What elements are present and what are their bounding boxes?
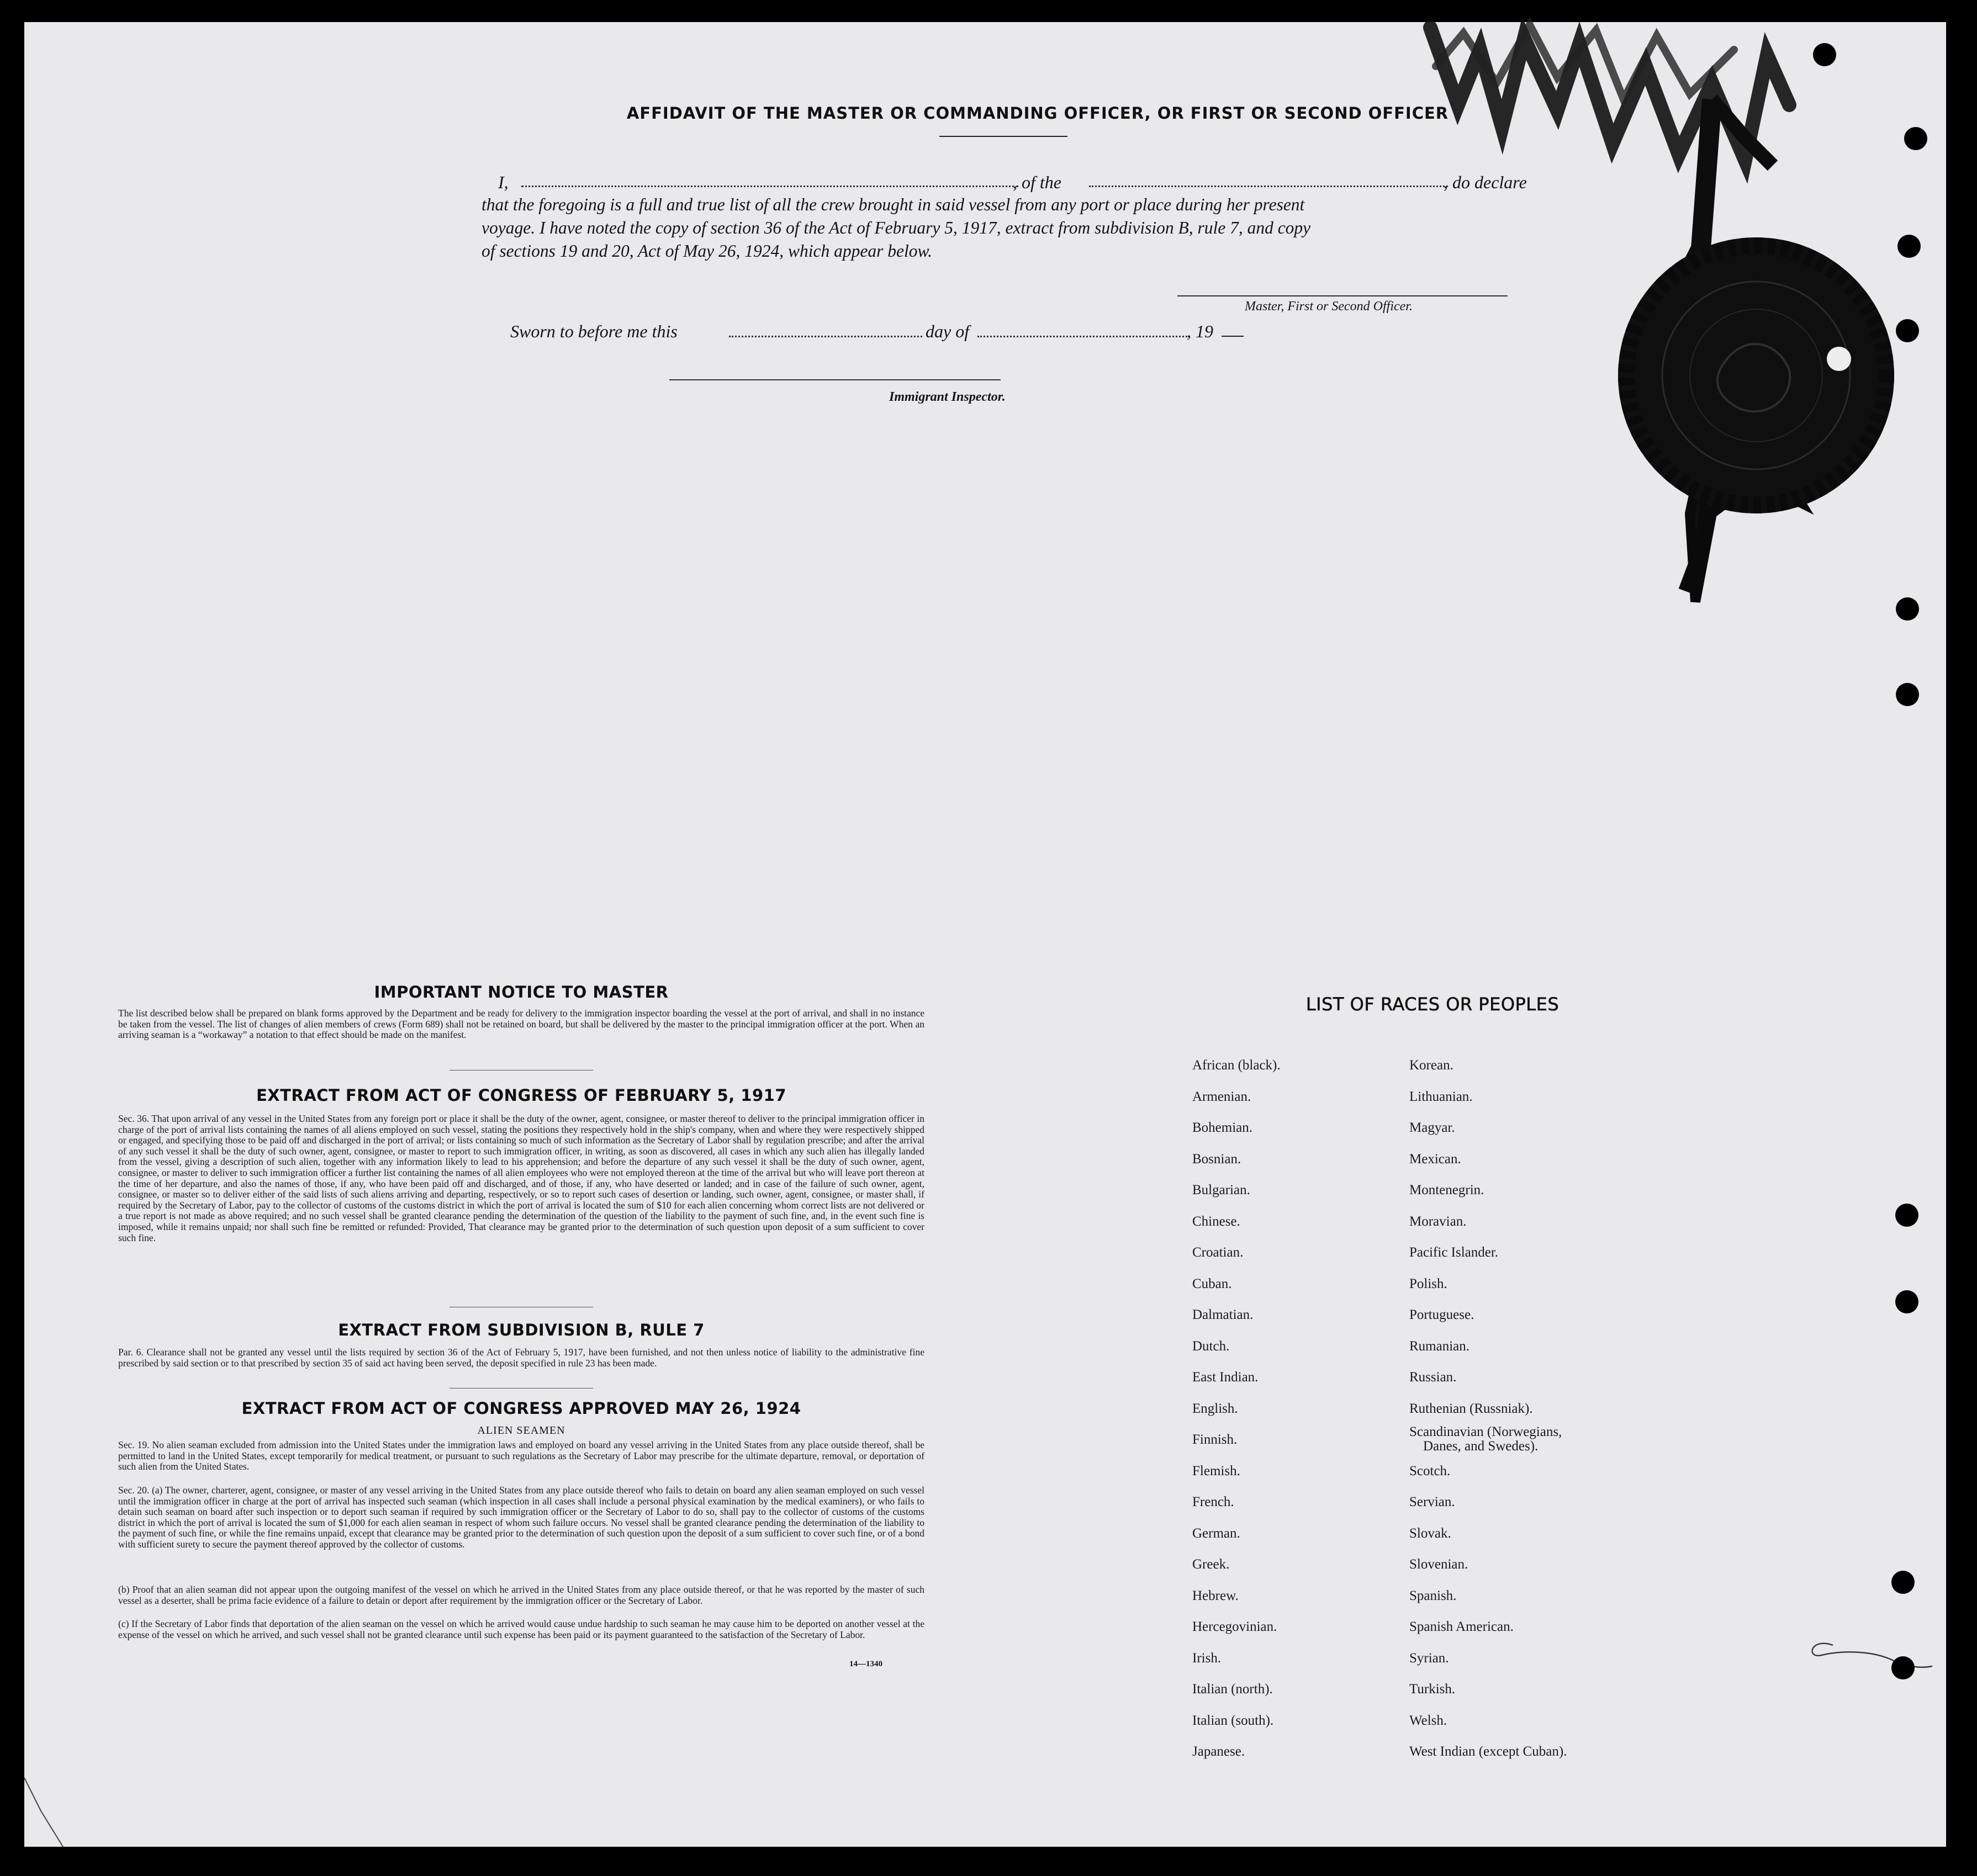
race-item: Bosnian.	[1192, 1151, 1241, 1167]
race-item: Scotch.	[1409, 1463, 1451, 1478]
year-label: , 19	[1187, 321, 1213, 341]
race-item: Italian (north).	[1192, 1682, 1273, 1697]
race-item: Bulgarian.	[1192, 1183, 1250, 1197]
divider-1	[450, 1070, 593, 1071]
inspector-signature-line[interactable]	[669, 379, 1001, 380]
race-item: Montenegrin.	[1409, 1183, 1484, 1197]
race-item: Scandinavian (Norwegians, Danes, and Swedes).	[1409, 1424, 1562, 1454]
subdivision-text: Par. 6. Clearance shall not be granted any vessel until the lists required by section 36 of the Act of February 5, 1917, have been furnished, and not then unless notice of liability to the administrative fine prescribed by said section or to that prescribed by section 35 of said act having been served, the deposit specified in rule 23 has been made.	[118, 1347, 924, 1369]
sec20b-text: (b) Proof that an alien seaman did not appear upon the outgoing manifest of the vessel on which he arrived in the United States from any place outside thereof, or that he was reported by the master of such vessel as a deserter, shall be prima facie evidence of a failure to detain or deport after requirement by the immigration officer or the Secretary of Labor.	[118, 1584, 924, 1606]
race-item: Lithuanian.	[1409, 1089, 1473, 1104]
race-item: Slovak.	[1409, 1525, 1451, 1541]
punch-hole	[1896, 683, 1919, 706]
sec20a-text: Sec. 20. (a) The owner, charterer, agent, consignee, or master of any vessel arriving in the United States from any place outside thereof who fails to detain on board any alien seaman employed on such vessel until the immigration officer in charge at the port of arrival has inspected such seaman (which inspection in all cases shall include a personal physical examination by the medical examiners), or who fails to detain such seaman on board after such inspection or to deport such seaman if required by such immigration officer or the Secretary of Labor to do so, shall pay to the collector of customs of the customs district in which the port of arrival is located the sum of $1,000 for each alien seaman in respect of whom such failure occurs. No vessel shall be granted clearance pending the determination of the liability to the payment of such fine, or while the fine remains unpaid, except that clearance may be granted prior to the determination of such question upon the deposit of a sum sufficient to cover such fine, or of a bond with sufficient surety to secure the payment thereof approved by the collector of customs.	[118, 1485, 924, 1550]
race-item: French.	[1192, 1495, 1234, 1509]
punch-hole	[1897, 235, 1921, 258]
affidavit-title: AFFIDAVIT OF THE MASTER OR COMMANDING OFFICER, OR FIRST OR SECOND OFFICER	[626, 104, 1449, 123]
master-signature-label: Master, First or Second Officer.	[1245, 299, 1413, 314]
race-item: Magyar.	[1409, 1120, 1455, 1135]
title-underline	[939, 136, 1067, 137]
alien-seamen-subtitle: ALIEN SEAMEN	[477, 1424, 565, 1437]
races-title: LIST OF RACES OR PEOPLES	[1305, 994, 1560, 1015]
punch-hole	[1904, 127, 1927, 150]
sec19-text: Sec. 19. No alien seaman excluded from admission into the United States under the immigration laws and employed on board any vessel arriving in the United States from any place outside thereof, shall be permitted to land in the United States, except temporarily for medical treatment, or pursuant to such regulations as the Secretary of Labor may prescribe for the ultimate departure, removal, or deportation of such alien from the United States.	[118, 1440, 924, 1472]
day-of-label: day of	[926, 321, 970, 341]
race-item: Hercegovinian.	[1192, 1619, 1277, 1634]
race-item: Hebrew.	[1192, 1588, 1239, 1603]
affidavit-line2: that the foregoing is a full and true list of all the crew brought in said vessel from any port or place during her present	[482, 195, 1305, 214]
race-item: English.	[1192, 1401, 1238, 1416]
race-item: Dalmatian.	[1192, 1307, 1254, 1322]
punch-hole	[1895, 1290, 1918, 1313]
race-item: Moravian.	[1409, 1213, 1467, 1229]
race-item: Portuguese.	[1409, 1307, 1474, 1322]
extract-1917-text: Sec. 36. That upon arrival of any vessel in the United States from any foreign port or place it shall be the duty of the owner, agent, consignee, or master thereof to deliver to the principal immigration officer in charge of the port of arrival lists containing the names of all aliens employed on such vessel, stating the positions they respectively hold in the ship's company, when and where they were respectively shipped or engaged, and specifying those to be paid off and discharged in the port of arrival; or lists containing so much of such information as the Secretary of Labor shall by regulation prescribe; and after the arrival of any such vessel it shall be the duty of such owner, agent, consignee, or master to report to such immigration officer, in writing, as soon as discovered, all cases in which any such alien has illegally landed from the vessel, giving a description of such alien, together with any information likely to lead to his apprehension; and before the departure of any such vessel it shall be the duty of such owner, agent, consignee, or master to deliver to such immigration officer a further list containing the names of all alien employees who were not employed thereon at the time of the arrival but who will leave port thereon at the time of her departure, and also the names of those, if any, who have been paid off and discharged, and of those, if any, who have deserted or landed; and in case of the failure of such owner, agent, consignee, or master so to deliver either of the said lists of such aliens arriving and departing, respectively, or so to report such cases of desertion or landing, such owner, agent, consignee, or master shall, if required by the Secretary of Labor, pay to the collector of customs of the customs district in which the port of arrival is located the sum of $10 for each alien concerning whom correct lists are not delivered or a true report is not made as above required; and no such vessel shall be granted clearance pending the determination of the question of the liability to the payment of such fine, and, in the event such fine is imposed, while it remains unpaid; nor shall such fine be remitted or refunded: Provided, That clearance may be granted prior to the determination of such question upon deposit of a sum sufficient to cover such fine.	[118, 1114, 924, 1243]
race-item: Cuban.	[1192, 1276, 1232, 1291]
affidavit-do-declare: , do declare	[1444, 172, 1527, 192]
punch-hole	[1891, 1571, 1915, 1594]
race-item: Syrian.	[1409, 1650, 1449, 1666]
affidavit-i: I,	[498, 172, 509, 192]
punch-hole	[1896, 319, 1919, 342]
divider-3	[450, 1388, 593, 1389]
extract-1924-title: EXTRACT FROM ACT OF CONGRESS APPROVED MAY 26, 1924	[241, 1399, 801, 1418]
subdivision-title: EXTRACT FROM SUBDIVISION B, RULE 7	[338, 1321, 705, 1339]
race-item: Polish.	[1409, 1276, 1447, 1291]
race-item: Japanese.	[1192, 1744, 1245, 1759]
race-item: Greek.	[1192, 1557, 1230, 1572]
race-item: Spanish American.	[1409, 1619, 1514, 1634]
race-item: African (black).	[1192, 1058, 1281, 1073]
pencil-scribble	[1800, 1634, 1943, 1678]
race-item: German.	[1192, 1525, 1240, 1541]
race-item: Ruthenian (Russniak).	[1409, 1401, 1533, 1416]
affidavit-line4: of sections 19 and 20, Act of May 26, 1924, which appear below.	[482, 241, 933, 261]
race-item: Korean.	[1409, 1058, 1453, 1073]
punch-hole	[1895, 1204, 1918, 1227]
race-item: Croatian.	[1192, 1245, 1244, 1260]
notice-title: IMPORTANT NOTICE TO MASTER	[374, 983, 669, 1001]
affidavit-line3: voyage. I have noted the copy of section 36 of the Act of February 5, 1917, extract from subdivision B, rule 7, and copy	[482, 218, 1311, 237]
vessel-field[interactable]	[1089, 186, 1448, 187]
race-item: East Indian.	[1192, 1370, 1259, 1385]
notice-text: The list described below shall be prepared on blank forms approved by the Department and be ready for delivery to the immigration inspector boarding the vessel at the port of arrival, and shall in no instance be taken from the vessel. The list of changes of alien members of crews (Form 689) shall not be retained on board, but shall be delivered by the master to the principal immigration officer at the port. When an arriving seaman is a “workaway” a notation to that effect should be made on the manifest.	[118, 1008, 924, 1041]
punch-hole	[1813, 43, 1836, 66]
race-item: West Indian (except Cuban).	[1409, 1744, 1567, 1759]
punch-hole	[1896, 597, 1919, 621]
race-item: Bohemian.	[1192, 1120, 1253, 1135]
extract-1917-title: EXTRACT FROM ACT OF CONGRESS OF FEBRUARY 5, 1917	[256, 1086, 787, 1105]
affidavit-of-the: , of the	[1013, 172, 1061, 192]
race-item: Turkish.	[1409, 1682, 1456, 1697]
race-item: Servian.	[1409, 1495, 1455, 1509]
race-item: Finnish.	[1192, 1432, 1238, 1447]
sworn-label: Sworn to before me this	[510, 321, 678, 341]
race-item: Italian (south).	[1192, 1713, 1274, 1728]
form-number: 14—1340	[849, 1660, 882, 1668]
race-item: Welsh.	[1409, 1713, 1447, 1728]
race-item: Russian.	[1409, 1370, 1457, 1385]
name-field[interactable]	[521, 186, 1018, 187]
race-item: Irish.	[1192, 1650, 1222, 1666]
sworn-day-field[interactable]	[729, 336, 922, 337]
race-item: Mexican.	[1409, 1151, 1461, 1167]
sworn-month-field[interactable]	[977, 336, 1190, 337]
race-item: Dutch.	[1192, 1338, 1230, 1354]
race-item: Spanish.	[1409, 1588, 1457, 1603]
race-item: Rumanian.	[1409, 1338, 1470, 1354]
punch-hole	[1891, 1656, 1915, 1679]
race-item: Armenian.	[1192, 1089, 1251, 1104]
inspector-label: Immigrant Inspector.	[889, 390, 1006, 404]
sec20c-text: (c) If the Secretary of Labor finds that deportation of the alien seaman on the vessel on which he arrived would cause undue hardship to such seaman he may cause him to be deported on another vessel at the expense of the vessel on which he arrived, and such vessel shall not be granted clearance until such expense has been paid or its payment guaranteed to the satisfaction of the Secretary of Labor.	[118, 1619, 924, 1640]
year-field[interactable]	[1222, 336, 1244, 337]
race-item: Chinese.	[1192, 1213, 1240, 1229]
torn-corner	[24, 1778, 91, 1849]
wax-seal-graphic	[1414, 17, 1911, 613]
race-item: Flemish.	[1192, 1463, 1240, 1478]
race-item: Slovenian.	[1409, 1557, 1468, 1572]
race-item: Pacific Islander.	[1409, 1245, 1499, 1260]
